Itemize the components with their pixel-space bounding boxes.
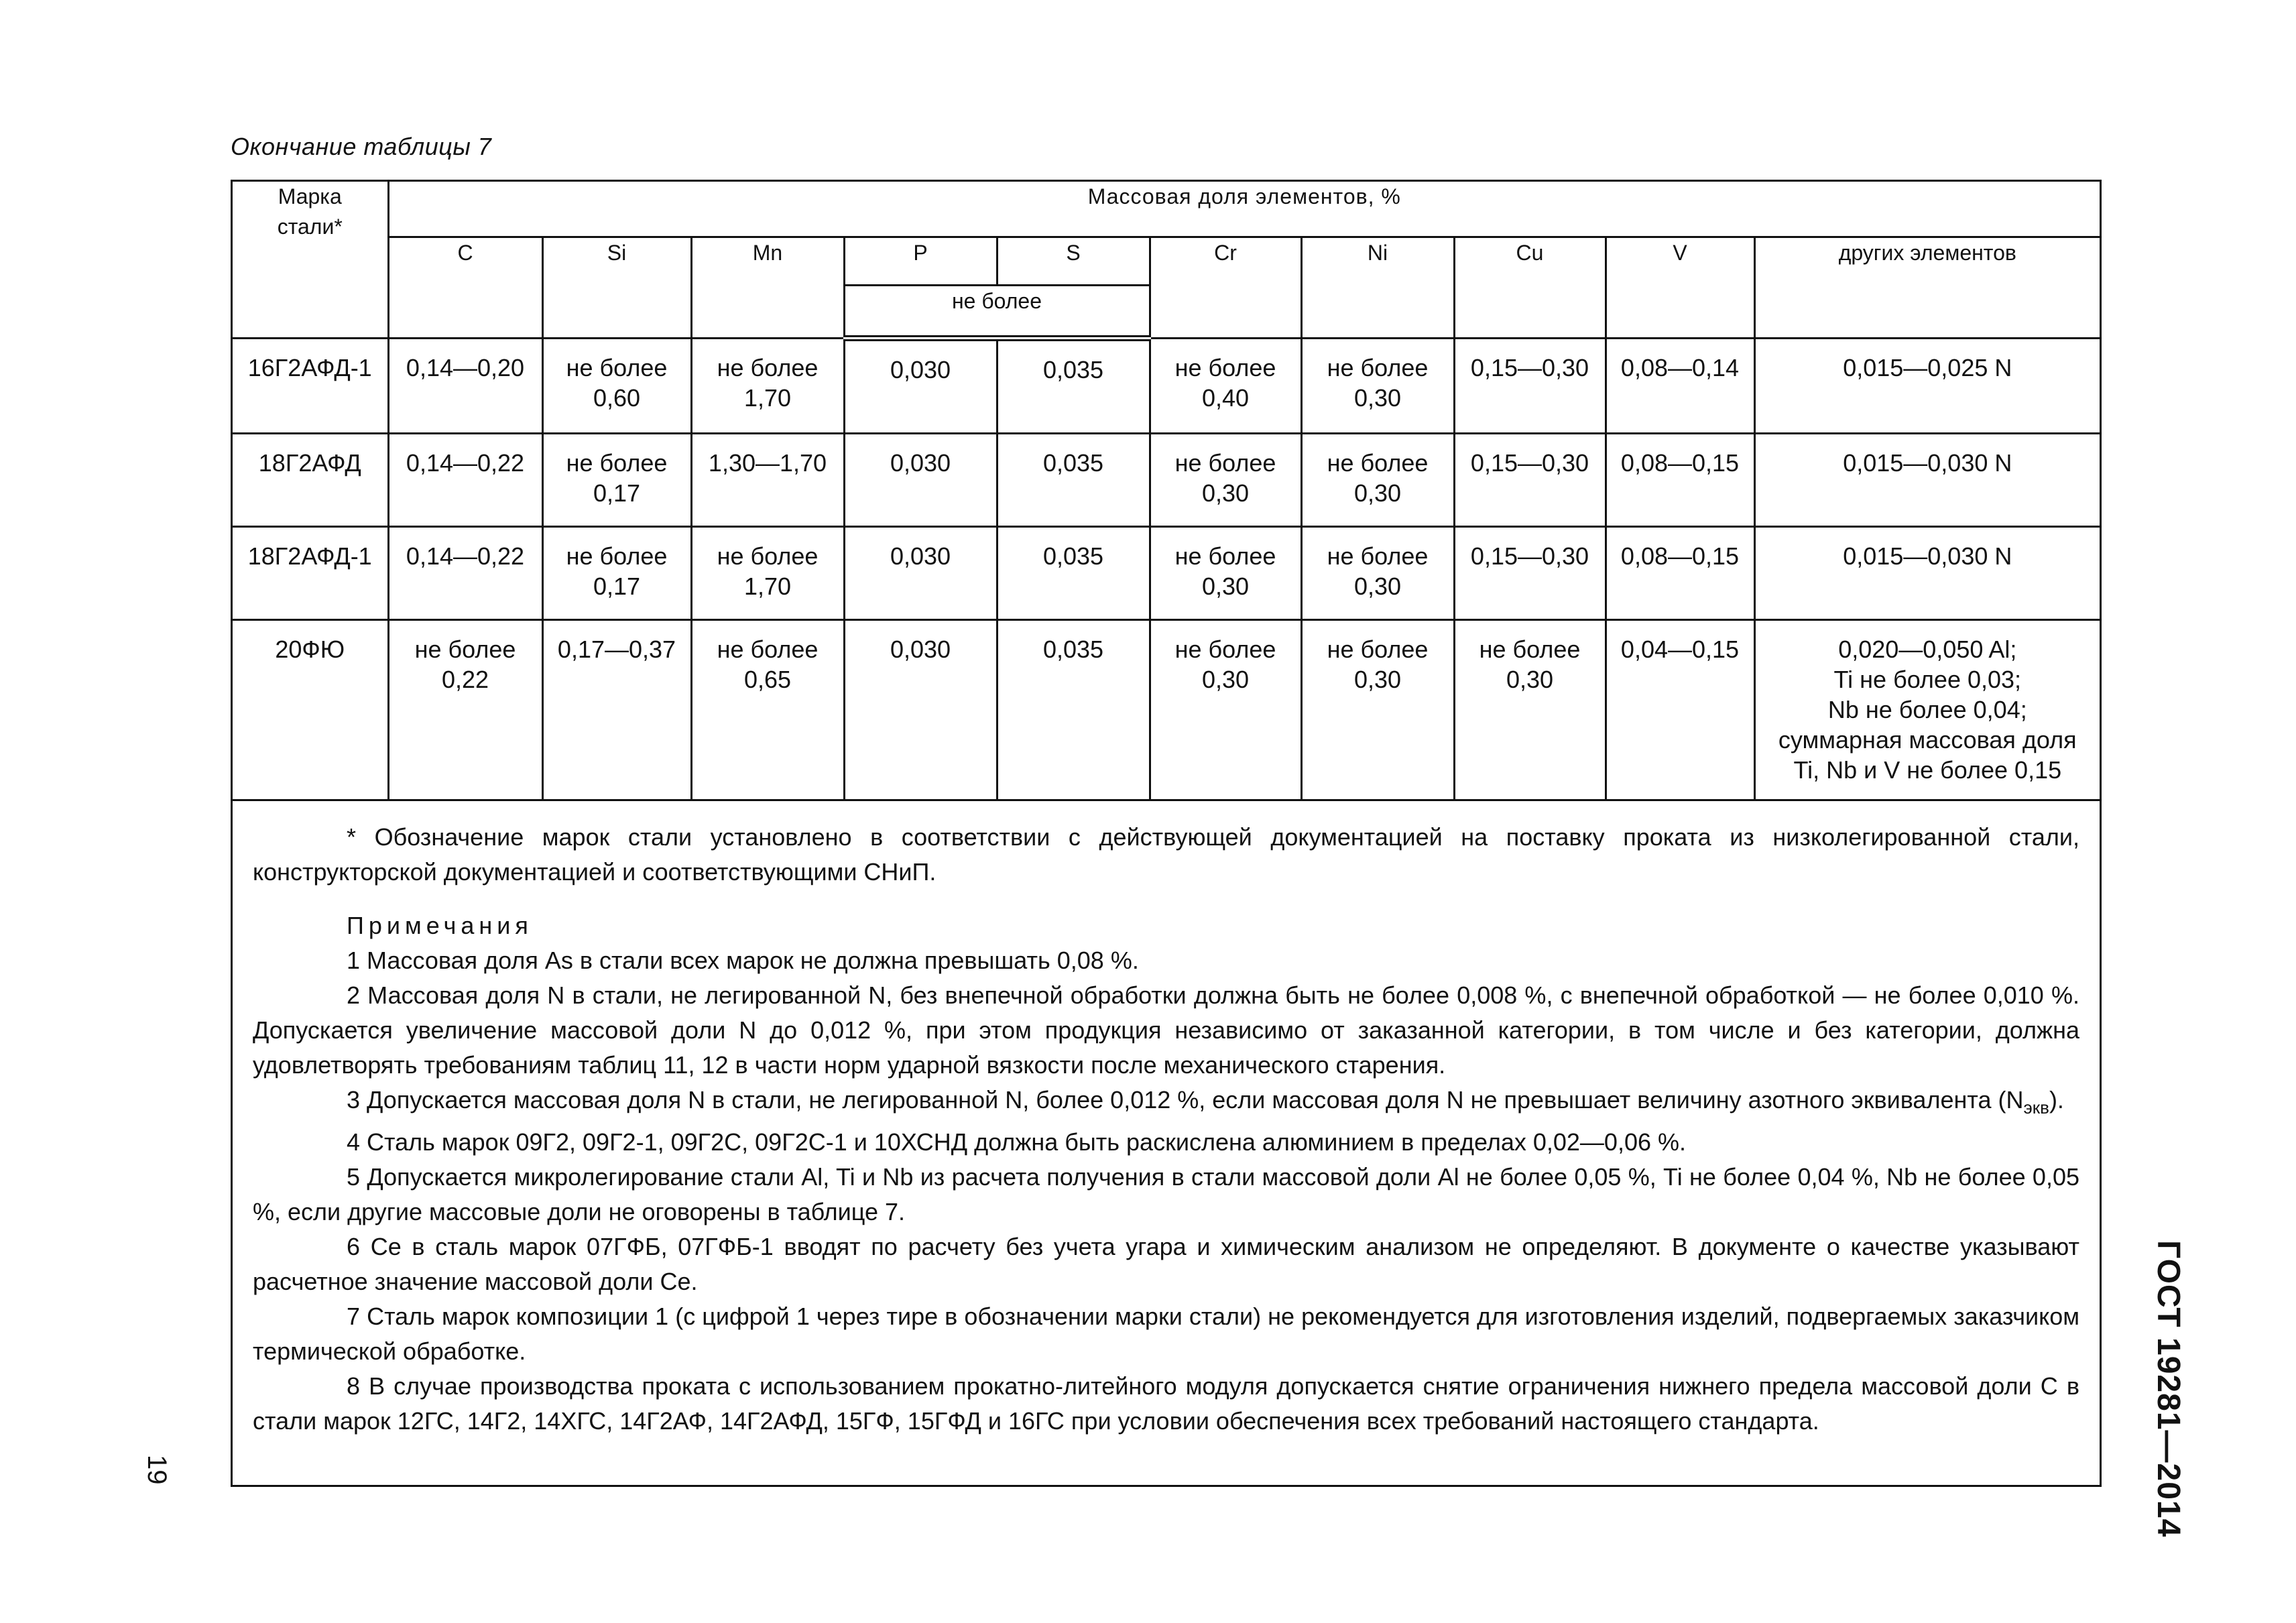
cell-other: [1754, 620, 2100, 800]
cell-line: 0,17: [593, 479, 641, 507]
cell-s: 0,035: [997, 620, 1150, 800]
cell-line: Nb не более 0,04;: [1827, 696, 2027, 723]
standard-code: ГОСТ 19281—2014: [2151, 1240, 2186, 1538]
note-item: 7 Сталь марок композиции 1 (с цифрой 1 через тире в обозначении марки стали) не рекомендуется для изготовления изделий, подвергаемых заказчиком термической обработке.: [253, 1303, 2079, 1365]
notes-section: [253, 820, 2079, 1439]
note-item: 5 Допускается микролегирование стали Al, Ti и Nb из расчета получения в стали массовой доли Al не более 0,05 %, Ti не более 0,04 %, Nb не более 0,05 %, если другие массовые доли не оговорены в таблице 7.: [253, 1163, 2079, 1225]
cell-mn: [691, 434, 844, 527]
cell-line: Ti не более 0,03;: [1833, 666, 2022, 693]
note-item: 1 Массовая доля As в стали всех марок не должна превышать 0,08 %.: [347, 947, 1139, 974]
cell-line: 0,30: [1201, 479, 1250, 507]
cell-mark: 20ФЮ: [233, 620, 388, 800]
cell-line: не более: [717, 636, 819, 663]
cell-line: 0,30: [1201, 573, 1250, 600]
cell-line: не более: [1327, 449, 1429, 477]
note-item: 4 Сталь марок 09Г2, 09Г2-1, 09Г2С, 09Г2С-1 и 10ХСНД должна быть раскислена алюминием в пределах 0,02—0,06 %.: [347, 1128, 1686, 1156]
cell-line: 0,17—0,37: [557, 636, 676, 663]
cell-c: 0,14—0,20: [388, 339, 542, 434]
table-row: [233, 434, 2100, 527]
steel-grade-header-line: стали*: [277, 215, 343, 239]
cell-si: [542, 434, 691, 527]
cell-line: не более: [1174, 542, 1276, 570]
cell-v: 0,04—0,15: [1606, 620, 1754, 800]
cell-cu: 0,15—0,30: [1454, 339, 1606, 434]
col-header-other: других элементов: [1754, 237, 2100, 339]
cell-s: 0,035: [997, 339, 1150, 434]
page-number: 19: [142, 1455, 172, 1485]
col-header-si: Si: [542, 237, 691, 339]
cell-line: не более: [1479, 636, 1581, 663]
cell-line: 0,30: [1353, 573, 1402, 600]
table-caption: Окончание таблицы 7: [231, 133, 492, 160]
cell-line: 0,015—0,030 N: [1843, 542, 2012, 570]
cell-line: не более: [1174, 636, 1276, 663]
note-item: 6 Ce в сталь марок 07ГФБ, 07ГФБ-1 вводят по расчету без учета угара и химическим анализом не определяют. В документе о качестве указывают расчетное значение массовой доли Ce.: [253, 1233, 2079, 1295]
note-item: 8 В случае производства проката с использованием прокатно-литейного модуля допускается снятие ограничения нижнего предела массовой доли С в стали марок 12ГС, 14Г2, 14ХГС, 14Г2АФ, 14Г2АФД, 15ГФ, 15ГФД и 16ГС при условии обеспечения всех требований настоящего стандарта.: [253, 1372, 2079, 1435]
cell-cr: [1150, 339, 1301, 434]
cell-line: 0,30: [1506, 666, 1554, 693]
cell-p: 0,030: [844, 339, 997, 434]
cell-line: не более: [717, 542, 819, 570]
cell-c: 0,14—0,22: [388, 434, 542, 527]
cell-si: [542, 339, 691, 434]
cell-cr: [1150, 620, 1301, 800]
col-header-cu: Cu: [1454, 237, 1606, 339]
cell-other: [1754, 434, 2100, 527]
note-subscript: экв: [2023, 1097, 2049, 1118]
cell-mn: [691, 339, 844, 434]
col-header-p: P: [844, 237, 997, 286]
col-header-mn: Mn: [691, 237, 844, 339]
col-header-cr: Cr: [1150, 237, 1301, 339]
steel-grade-header: [233, 182, 388, 339]
cell-line: 0,17: [593, 573, 641, 600]
cell-line: 0,015—0,025 N: [1843, 354, 2012, 381]
cell-line: не более: [1327, 542, 1429, 570]
composition-table: [233, 182, 2100, 801]
cell-line: не более: [717, 354, 819, 381]
table-frame: [231, 180, 2102, 1487]
cell-mn: [691, 527, 844, 620]
note-text: ).: [2049, 1086, 2064, 1114]
cell-v: 0,08—0,14: [1606, 339, 1754, 434]
cell-line: не более: [1174, 354, 1276, 381]
cell-ni: [1301, 620, 1454, 800]
cell-mark: 16Г2АФД-1: [233, 339, 388, 434]
cell-si: [542, 620, 691, 800]
cell-c: 0,14—0,22: [388, 527, 542, 620]
cell-v: 0,08—0,15: [1606, 527, 1754, 620]
cell-line: не более: [566, 449, 668, 477]
steel-grade-header-line: Марка: [278, 184, 342, 208]
cell-line: не более: [566, 354, 668, 381]
cell-line: суммарная массовая доля: [1778, 726, 2077, 754]
cell-line: не более: [1174, 449, 1276, 477]
cell-line: 1,70: [743, 384, 792, 412]
cell-line: 0,22: [441, 666, 489, 693]
cell-line: 0,65: [743, 666, 792, 693]
cell-cr: [1150, 434, 1301, 527]
cell-cu: 0,15—0,30: [1454, 527, 1606, 620]
cell-v: 0,08—0,15: [1606, 434, 1754, 527]
cell-ni: [1301, 527, 1454, 620]
col-header-c: C: [388, 237, 542, 339]
note-text: 3 Допускается массовая доля N в стали, не легированной N, более 0,012 %, если массовая доля N не превышает величину азотного эквивалента (N: [347, 1086, 2024, 1114]
cell-cr: [1150, 527, 1301, 620]
cell-cu: [1454, 620, 1606, 800]
cell-line: 0,020—0,050 Al;: [1838, 636, 2017, 663]
ps-subheader: не более: [844, 286, 1150, 339]
cell-p: 0,030: [844, 434, 997, 527]
cell-line: Ti, Nb и V не более 0,15: [1793, 756, 2062, 784]
cell-mn: [691, 620, 844, 800]
cell-s: 0,035: [997, 434, 1150, 527]
cell-mark: 18Г2АФД: [233, 434, 388, 527]
cell-line: не более: [1327, 636, 1429, 663]
cell-line: не более: [414, 636, 516, 663]
cell-si: [542, 527, 691, 620]
cell-p: 0,030: [844, 527, 997, 620]
cell-c: [388, 620, 542, 800]
table-row: [233, 527, 2100, 620]
cell-line: 0,30: [1353, 666, 1402, 693]
col-header-v: V: [1606, 237, 1754, 339]
cell-s: 0,035: [997, 527, 1150, 620]
col-header-ni: Ni: [1301, 237, 1454, 339]
cell-line: 0,30: [1201, 666, 1250, 693]
cell-line: 0,015—0,030 N: [1843, 449, 2012, 477]
table-row: [233, 339, 2100, 434]
cell-other: [1754, 527, 2100, 620]
cell-line: 0,30: [1353, 384, 1402, 412]
mass-fraction-header: Массовая доля элементов, %: [388, 182, 2100, 237]
note-item: [253, 1083, 2079, 1125]
col-header-s: S: [997, 237, 1150, 286]
notes-title: Примечания: [347, 912, 533, 939]
cell-line: 0,60: [593, 384, 641, 412]
note-item: 2 Массовая доля N в стали, не легированной N, без внепечной обработки должна быть не более 0,008 %, с внепечной обработкой — не более 0,010 %. Допускается увеличение массовой доли N до 0,012 %, при этом продукция независимо от заказанной категории, в том числе и без категории, должна удовлетворять требованиям таблиц 11, 12 в части норм ударной вязкости после механического старения.: [253, 981, 2079, 1079]
cell-line: 0,30: [1353, 479, 1402, 507]
cell-ni: [1301, 339, 1454, 434]
cell-mark: 18Г2АФД-1: [233, 527, 388, 620]
footnote: * Обозначение марок стали установлено в соответствии с действующей документацией на поставку проката из низколегированной стали, конструкторской документацией и соответствующими СНиП.: [253, 823, 2079, 886]
cell-line: 1,70: [743, 573, 792, 600]
cell-ni: [1301, 434, 1454, 527]
cell-line: не более: [1327, 354, 1429, 381]
cell-line: не более: [566, 542, 668, 570]
cell-cu: 0,15—0,30: [1454, 434, 1606, 527]
table-row: [233, 620, 2100, 800]
cell-other: [1754, 339, 2100, 434]
cell-line: 0,40: [1201, 384, 1250, 412]
cell-line: 1,30—1,70: [708, 449, 827, 477]
cell-p: 0,030: [844, 620, 997, 800]
